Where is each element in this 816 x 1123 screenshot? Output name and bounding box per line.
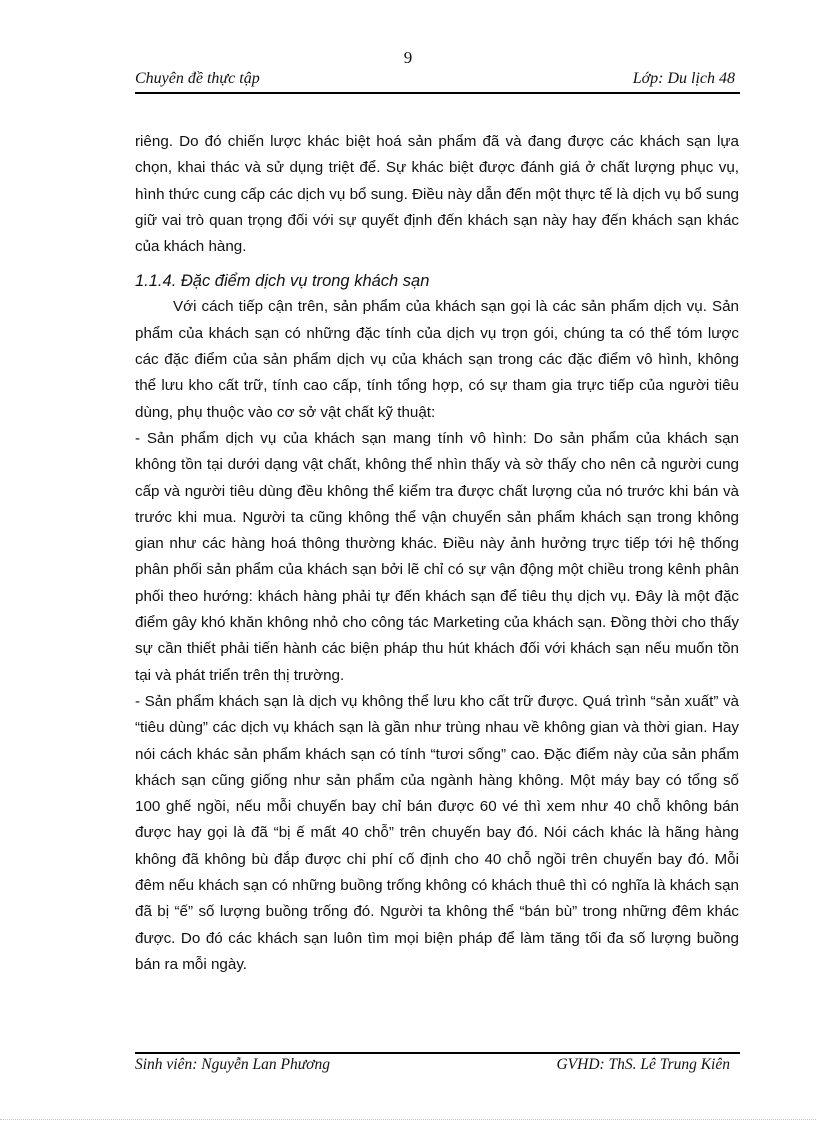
footer-supervisor-name: GVHD: ThS. Lê Trung Kiên: [556, 1056, 730, 1073]
page-number: 9: [403, 48, 413, 67]
footer-student-name: Sinh viên: Nguyễn Lan Phương: [135, 1056, 330, 1073]
page-body: [135, 129, 739, 978]
paragraph-intro: Với cách tiếp cận trên, sản phẩm của khách sạn gọi là các sản phẩm dịch vụ. Sản phẩm của khách sạn có những đặc tính của dịch vụ trọn gói, chúng ta có thể tóm lược các đặc điểm của sản phẩm dịch vụ của khách sạn trong các đặc điểm vô hình, không thể lưu kho cất trữ, tính cao cấp, tính tổng hợp, có sự tham gia trực tiếp của người tiêu dùng, phụ thuộc vào cơ sở vật chất kỹ thuật:: [135, 298, 739, 421]
header-document-title: Chuyên đề thực tập: [135, 70, 260, 87]
page-bottom-edge: [0, 1119, 816, 1120]
page-footer: [135, 1052, 740, 1078]
paragraph-continuation: riêng. Do đó chiến lược khác biệt hoá sản phẩm đã và đang được các khách sạn lựa chọn, khai thác và sử dụng triệt để. Sự khác biệt được đánh giá ở chất lượng phục vụ, hình thức cung cấp các dịch vụ bổ sung. Điều này dẫn đến một thực tế là dịch vụ bổ sung giữ vai trò quan trọng đối với sự quyết định đến khách sạn này hay đến khách sạn khác của khách hàng.: [135, 133, 739, 256]
paragraph-intangible: - Sản phẩm dịch vụ của khách sạn mang tính vô hình: Do sản phẩm của khách sạn không tồn tại dưới dạng vật chất, không thể nhìn thấy và sờ thấy cho nên cả người cung cấp và người tiêu dùng đều không thể kiểm tra được chất lượng của nó trước khi bán và trước khi mua. Người ta cũng không thể vận chuyển sản phẩm khách sạn trong không gian như các hàng hoá thông thường khác. Điều này ảnh hưởng trực tiếp tới hệ thống phân phối sản phẩm của khách sạn bởi lẽ chỉ có sự vận động một chiều trong kênh phân phối theo hướng: khách hàng phải tự đến khách sạn để tiêu thụ dịch vụ. Đây là một đặc điểm gây khó khăn không nhỏ cho công tác Marketing của khách sạn. Đồng thời cho thấy sự cần thiết phải tiến hành các biện pháp thu hút khách đối với khách sạn nếu muốn tồn tại và phát triển trên thị trường.: [135, 429, 739, 684]
header-class-label: Lớp: Du lịch 48: [632, 70, 735, 87]
paragraph-perishable: - Sản phẩm khách sạn là dịch vụ không thể lưu kho cất trữ được. Quá trình “sản xuất” và “tiêu dùng” các dịch vụ khách sạn là gần như trùng nhau về không gian và thời gian. Hay nói cách khác sản phẩm khách sạn có tính “tươi sống” cao. Đặc điểm này của sản phẩm khách sạn cũng giống như sản phẩm của ngành hàng không. Một máy bay có tổng số 100 ghế ngồi, nếu mỗi chuyến bay chỉ bán được 60 vé thì xem như 40 chỗ không bán được hay gọi là đã “bị ế mất 40 chỗ” trên chuyến bay đó. Nói cách khác là hãng hàng không đã không bù đắp được chi phí cố định cho 40 chỗ ngồi trên chuyến bay đó. Mỗi đêm nếu khách sạn có những buồng trống không có khách thuê thì có nghĩa là khách sạn đã bị “ế” số lượng buồng trống đó. Người ta không thể “bán bù” trong những đêm khác được. Do đó các khách sạn luôn tìm mọi biện pháp để làm tăng tối đa số lượng buồng bán ra mỗi ngày.: [135, 692, 739, 973]
section-heading: 1.1.4. Đặc điểm dịch vụ trong khách sạn: [135, 272, 430, 291]
page-header: [135, 70, 740, 94]
